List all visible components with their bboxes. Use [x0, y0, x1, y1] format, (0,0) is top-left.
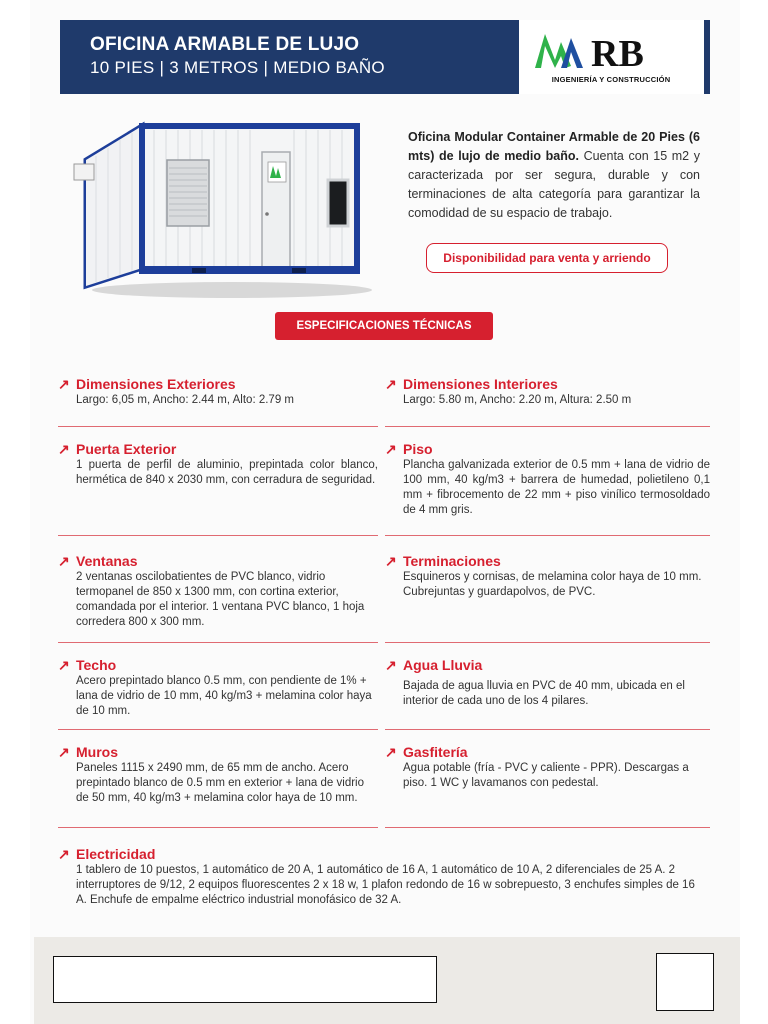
arrow-icon: ↗ — [385, 376, 397, 392]
divider — [385, 426, 710, 427]
spec-agua-lluvia — [385, 657, 710, 709]
description-lead: Oficina Modular Container Armable de 20 Pies (6 mts) de lujo de medio baño. — [408, 130, 700, 163]
company-logo — [531, 28, 691, 86]
spec-piso — [385, 441, 710, 518]
logo-tagline: INGENIERÍA Y CONSTRUCCIÓN — [551, 75, 671, 84]
logo-area — [519, 20, 704, 94]
divider — [58, 642, 378, 643]
availability-button[interactable]: Disponibilidad para venta y arriendo — [426, 243, 668, 273]
arrow-icon: ↗ — [58, 846, 70, 862]
header-edge — [704, 20, 710, 94]
spec-dimensiones-exteriores — [58, 376, 378, 408]
spec-title: Ventanas — [76, 553, 138, 569]
arrow-icon: ↗ — [385, 441, 397, 457]
arrow-icon: ↗ — [58, 744, 70, 760]
spec-muros — [58, 744, 378, 806]
arrow-icon: ↗ — [58, 376, 70, 392]
spec-text: Agua potable (fría - PVC y caliente - PPR). Descargas a piso. 1 WC y lavamanos con pedestal. — [403, 762, 689, 789]
arrow-icon: ↗ — [58, 553, 70, 569]
divider — [58, 729, 378, 730]
spec-text: Largo: 6,05 m, Ancho: 2.44 m, Alto: 2.79 m — [76, 394, 294, 406]
spec-text: Largo: 5.80 m, Ancho: 2.20 m, Altura: 2.50 m — [403, 394, 632, 406]
divider — [385, 642, 710, 643]
spec-title: Piso — [403, 441, 433, 457]
page-subtitle: 10 PIES | 3 METROS | MEDIO BAÑO — [90, 58, 385, 77]
spec-techo — [58, 657, 378, 719]
spec-title: Dimensiones Interiores — [403, 376, 558, 392]
description-text: Cuenta con 15 m2 y caracterizada por ser segura, durable y con terminaciones de alta categoría para garantizar la comodidad de su espacio de trabajo. — [408, 149, 700, 220]
logo-text: RB — [591, 33, 644, 74]
footer-empty-box — [53, 956, 437, 1003]
spec-terminaciones — [385, 553, 710, 600]
spec-title: Terminaciones — [403, 553, 501, 569]
product-description — [408, 128, 700, 223]
divider — [385, 535, 710, 536]
divider — [385, 729, 710, 730]
spec-text: Paneles 1115 x 2490 mm, de 65 mm de ancho. Acero prepintado blanco de 0.5 mm en exterior + lana de vidrio de 50 mm, 40 kg/m3 + melamina color haya de 10 mm. — [76, 762, 364, 804]
spec-puerta-exterior — [58, 441, 378, 488]
spec-text: 1 tablero de 10 puestos, 1 automático de 20 A, 1 automático de 16 A, 1 automático de 10 A, 2 diferenciales de 25 A. 2 interruptores de 9/12, 2 equipos fluorescentes 2 x 18 w, 1 plafon redondo de 16 w sobrepuesto, 3 enchufes simples de 16 A. Enchufe de empalme eléctrico industrial monofásico de 32 A. — [76, 864, 695, 906]
spec-text: Acero prepintado blanco 0.5 mm, con pendiente de 1% + lana de vidrio de 10 mm, 40 kg/m3 + melamina color haya de 10 mm. — [76, 675, 372, 717]
spec-title: Dimensiones Exteriores — [76, 376, 236, 392]
arrow-icon: ↗ — [385, 744, 397, 760]
spec-title: Electricidad — [76, 846, 156, 862]
page-title: OFICINA ARMABLE DE LUJO — [90, 34, 360, 55]
spec-gasfiteria — [385, 744, 710, 791]
spec-text: Esquineros y cornisas, de melamina color haya de 10 mm. Cubrejuntas y guardapolvos, de PVC. — [403, 571, 702, 598]
arrow-icon: ↗ — [58, 657, 70, 673]
divider — [385, 827, 710, 828]
spec-text: 2 ventanas oscilobatientes de PVC blanco, vidrio termopanel de 850 x 1300 mm, con cortina exterior, comandada por el interior. 1 ventana PVC blanco, 1 hoja corredera 800 x 300 mm. — [76, 571, 365, 628]
logo-mark-icon — [531, 28, 691, 74]
spec-dimensiones-interiores — [385, 376, 710, 408]
spec-text: 1 puerta de perfil de aluminio, prepintada color blanco, hermética de 840 x 2030 mm, con cerradura de seguridad. — [76, 459, 378, 486]
spec-text: Bajada de agua lluvia en PVC de 40 mm, ubicada en el interior de cada uno de los 4 pilares. — [403, 680, 685, 707]
arrow-icon: ↗ — [385, 657, 397, 673]
arrow-icon: ↗ — [58, 441, 70, 457]
header-banner — [60, 20, 710, 94]
spec-text: Plancha galvanizada exterior de 0.5 mm + lana de vidrio de 100 mm, 40 kg/m3 + barrera de humedad, polietileno 0,1 mm + fibrocemento de 22 mm + piso vinílico termosoldado de 4 mm gris. — [403, 459, 710, 516]
specifications-heading-button: ESPECIFICACIONES TÉCNICAS — [275, 312, 493, 340]
spec-electricidad — [58, 846, 708, 908]
spec-title: Muros — [76, 744, 118, 760]
spec-title: Agua Lluvia — [403, 657, 483, 673]
spec-title: Gasfitería — [403, 744, 468, 760]
arrow-icon: ↗ — [385, 553, 397, 569]
container-office-image — [72, 118, 372, 308]
divider — [58, 535, 378, 536]
spec-title: Techo — [76, 657, 117, 673]
divider — [58, 827, 378, 828]
spec-title: Puerta Exterior — [76, 441, 177, 457]
spec-ventanas — [58, 553, 378, 630]
divider — [58, 426, 378, 427]
footer-square-box — [656, 953, 714, 1011]
